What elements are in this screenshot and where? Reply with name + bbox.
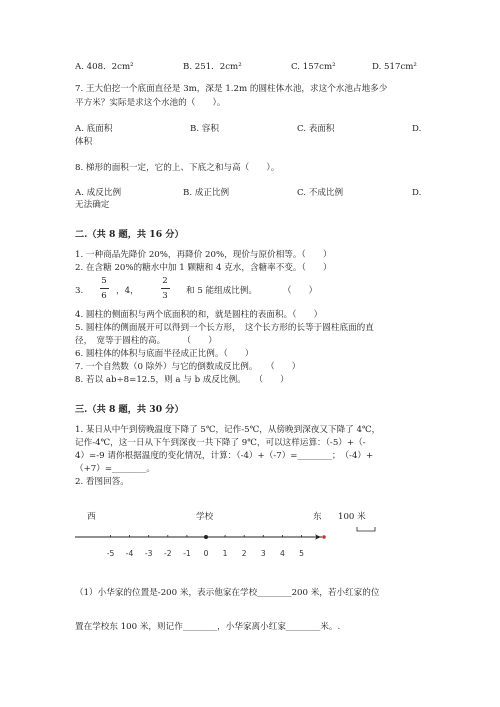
judge-item-5-line2: 径， 宽等于圆柱的高。 （ ） xyxy=(75,336,217,346)
q7-option-c[interactable]: C. 表面积 xyxy=(297,124,335,134)
scale-bracket xyxy=(357,527,375,531)
axis-end-marker xyxy=(322,535,326,539)
tick-label: 3 xyxy=(260,549,266,558)
q6-option-b[interactable]: B. 251．2cm² xyxy=(183,62,242,72)
q8-option-d[interactable]: D. xyxy=(412,188,422,198)
label-east: 东 xyxy=(313,512,322,522)
judge-item-1: 1. 一种商品先降价 20%，再降价 20%，现价与原价相等。（ ） xyxy=(75,250,332,260)
q8-text: 8. 梯形的面积一定，它的上、下底之和与高（ ）。 xyxy=(75,163,280,173)
tick-label: 1 xyxy=(222,549,228,558)
q8-option-a[interactable]: A. 成反比例 xyxy=(75,188,122,198)
problem-1-line3: 4）=-9 请你根据温度的变化情况，计算：（-4）+（-7）=________； （-4）+ xyxy=(75,451,374,461)
q6-option-c[interactable]: C. 157cm² xyxy=(291,62,336,72)
tick-label: 0 xyxy=(203,549,209,558)
problem-1-line1: 1. 某日从中午到傍晚温度下降了 5℃，记作-5℃，从傍晚到深夜又下降了 4℃， xyxy=(75,425,381,435)
fraction-1-denominator: 6 xyxy=(101,291,107,301)
q6-option-a[interactable]: A. 408．2cm² xyxy=(75,62,134,72)
tick-label: 2 xyxy=(241,549,247,558)
judge-item-4: 4. 圆柱的侧面积与两个底面积的和，就是圆柱的表面积。（ ） xyxy=(75,310,323,320)
problem-2: 2. 看图回答。 xyxy=(75,477,129,487)
judge-item-6: 6. 圆柱体的体积与底面半径成正比例。（ ） xyxy=(75,349,254,359)
section2-heading: 二.（共 8 题，共 16 分） xyxy=(75,229,184,240)
tick-label: -1 xyxy=(183,549,191,558)
q7-text-line2: 平方米？实际是求这个水池的（ ）。 xyxy=(75,98,226,108)
q8-option-b[interactable]: B. 成正比例 xyxy=(183,188,230,198)
q8-option-c[interactable]: C. 不成比例 xyxy=(297,188,344,198)
q6-option-d[interactable]: D. 517cm² xyxy=(372,62,417,72)
judge-item-7: 7. 一个自然数（0 除外）与它的倒数成反比例。 （ ） xyxy=(75,362,301,372)
judge-item-5-line1: 5. 圆柱体的侧面展开可以得到一个长方形， 这个长方形的长等于圆柱底面的直 xyxy=(75,323,374,333)
judge-item-3-prefix: 3. xyxy=(75,286,84,296)
school-point xyxy=(204,535,208,539)
q7-option-d[interactable]: D. xyxy=(412,124,422,134)
tick-label: -2 xyxy=(164,549,172,558)
q7-text-line1: 7. 王大伯挖一个底面直径是 3m，深是 1.2m 的圆柱体水池，求这个水池占地多少 xyxy=(75,84,388,94)
subquestion-1-line1: （1）小华家的位置是-200 米，表示他家在学校________200 米，若小红家的位 xyxy=(75,588,380,598)
tick-label: -4 xyxy=(125,549,134,558)
judge-item-8: 8. 若以 ab÷8=12.5，则 a 与 b 成反比例。 （ ） xyxy=(75,375,289,385)
tick-label: -3 xyxy=(144,549,153,558)
label-scale-100m: 100 米 xyxy=(338,512,366,522)
label-west: 西 xyxy=(87,512,96,522)
judge-item-2: 2. 在含糖 20%的糖水中加 1 颗糖和 4 克水，含糖率不变。（ ） xyxy=(75,263,332,273)
q7-option-b[interactable]: B. 容积 xyxy=(190,124,219,134)
tick-label: 4 xyxy=(279,549,285,558)
tick-label: 5 xyxy=(299,549,304,558)
judge-item-3-mid: ，4， xyxy=(116,286,139,296)
fraction-1-numerator: 5 xyxy=(101,276,107,286)
q7-option-d-text: 体积 xyxy=(75,137,93,147)
tick-label: -5 xyxy=(106,549,115,558)
q7-option-a[interactable]: A. 底面积 xyxy=(75,124,113,134)
section3-heading: 三.（共 8 题，共 30 分） xyxy=(75,404,184,415)
problem-1-line4: （+7）=________。 xyxy=(75,464,156,474)
label-school: 学校 xyxy=(196,512,214,522)
fraction-2-numerator: 2 xyxy=(162,276,168,286)
fraction-2-denominator: 3 xyxy=(162,291,168,301)
q8-option-d-text: 无法确定 xyxy=(75,200,110,210)
subquestion-1-line2: 置在学校东 100 米，则记作________，小华家离小红家________米。. xyxy=(75,622,341,632)
problem-1-line2: 记作-4℃，这一日从下午到深夜一共下降了 9℃，可以这样运算：（-5）+（- xyxy=(75,438,366,448)
judge-item-3-suffix: 和 5 能组成比例。 （ ） xyxy=(186,286,318,296)
